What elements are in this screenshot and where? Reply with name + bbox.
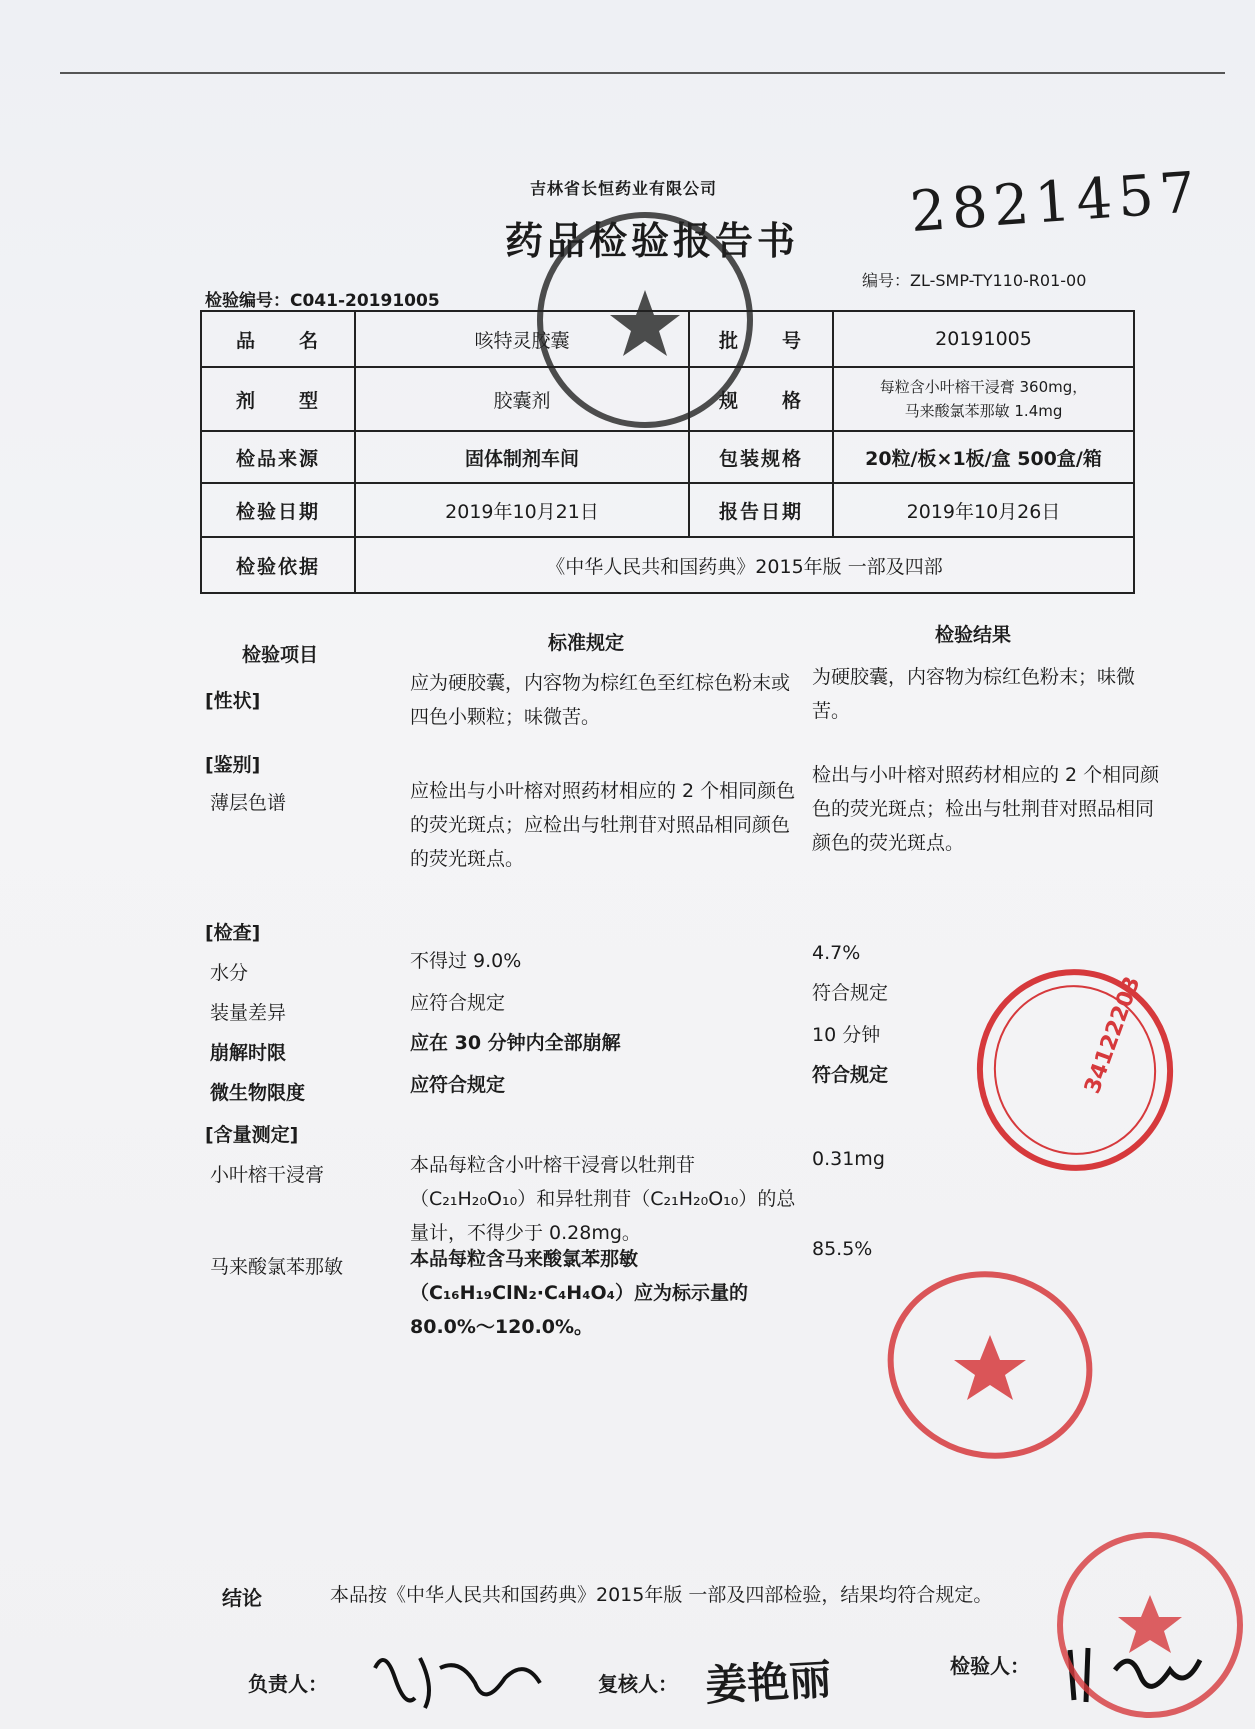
form-value: 胶囊剂 — [355, 367, 689, 431]
section-appearance: [性状] — [205, 690, 261, 712]
disintegration-result: 10 分钟 — [812, 1024, 881, 1046]
reviewer-signature: 姜艳丽 — [703, 1654, 833, 1711]
water-result: 4.7% — [812, 942, 861, 964]
inspector-label: 检验人： — [950, 1654, 1030, 1678]
chlorphenamine-item: 马来酸氯苯那敏 — [210, 1256, 344, 1278]
report-number-value: C041-20191005 — [290, 291, 440, 311]
spec-line-1: 每粒含小叶榕干浸膏 360mg， — [879, 378, 1088, 396]
weight-variation-result: 符合规定 — [812, 982, 889, 1004]
form-label: 剂 型 — [201, 367, 355, 431]
company-name: 吉林省长恒药业有限公司 — [530, 179, 718, 198]
stamp-number: 34122203 — [1080, 973, 1146, 1098]
spec-label: 规 格 — [689, 367, 833, 431]
test-date-value: 2019年10月21日 — [355, 483, 689, 537]
product-name-value: 咳特灵胶囊 — [355, 311, 689, 367]
microbial-limit-result: 符合规定 — [812, 1064, 889, 1086]
report-number — [205, 286, 440, 311]
test-date-label: 检验日期 — [201, 483, 355, 537]
document-code: 编号：ZL-SMP-TY110-R01-00 — [862, 271, 1087, 290]
red-stamp-bottom — [1040, 1525, 1255, 1725]
column-standard-header: 标准规定 — [548, 632, 625, 654]
conclusion-text: 本品按《中华人民共和国药典》2015年版 一部及四部检验，结果均符合规定。 — [330, 1584, 993, 1606]
basis-value: 《中华人民共和国药典》2015年版 一部及四部 — [355, 537, 1134, 593]
disintegration-standard: 应在 30 分钟内全部崩解 — [410, 1032, 621, 1054]
tlc-standard: 应检出与小叶榕对照药材相应的 2 个相同颜色的荧光斑点；应检出与牡荆苷对照品相同颜色的荧光斑点。 — [410, 780, 796, 870]
top-rule — [60, 72, 1225, 74]
report-title: 药品检验报告书 — [505, 219, 800, 263]
red-stamp-quality-report — [970, 965, 1180, 1175]
column-result-header: 检验结果 — [935, 624, 1012, 646]
package-value: 20粒/板×1板/盒 500盒/箱 — [833, 431, 1134, 483]
chlorphenamine-result: 85.5% — [812, 1238, 873, 1260]
product-name-label: 品 名 — [201, 311, 355, 367]
conclusion-label: 结论 — [222, 1586, 262, 1610]
report-number-label: 检验编号： — [205, 291, 290, 311]
ficus-extract-result: 0.31mg — [812, 1148, 885, 1170]
weight-variation-item: 装量差异 — [210, 1002, 287, 1024]
column-item-header: 检验项目 — [242, 644, 319, 666]
disintegration-item: 崩解时限 — [210, 1042, 287, 1064]
section-inspection: [检查] — [205, 922, 261, 944]
appearance-standard: 应为硬胶囊，内容物为棕红色至红棕色粉末或四色小颗粒；味微苦。 — [410, 672, 791, 728]
company-seal-stamp — [530, 205, 760, 435]
responsible-label: 负责人： — [248, 1672, 328, 1696]
appearance-result: 为硬胶囊，内容物为棕红色粉末；味微苦。 — [812, 666, 1136, 722]
responsible-signature — [365, 1638, 555, 1718]
source-value: 固体制剂车间 — [355, 431, 689, 483]
ficus-extract-standard: 本品每粒含小叶榕干浸膏以牡荆苷（C₂₁H₂₀O₁₀）和异牡荆苷（C₂₁H₂₀O₁₀）的总量计，不得少于 0.28mg。 — [410, 1154, 796, 1244]
report-date-value: 2019年10月26日 — [833, 483, 1134, 537]
batch-label: 批 号 — [689, 311, 833, 367]
water-standard: 不得过 9.0% — [410, 950, 522, 972]
weight-variation-standard: 应符合规定 — [410, 992, 506, 1014]
package-label: 包装规格 — [689, 431, 833, 483]
batch-value: 20191005 — [833, 311, 1134, 367]
report-date-label: 报告日期 — [689, 483, 833, 537]
spec-line-2: 马来酸氯苯那敏 1.4mg — [904, 402, 1063, 420]
tlc-result: 检出与小叶榕对照药材相应的 2 个相同颜色的荧光斑点；检出与牡荆苷对照品相同颜色的荧光斑点。 — [812, 764, 1160, 854]
spec-value — [833, 367, 1134, 431]
reviewer-label: 复核人： — [598, 1672, 678, 1696]
handwritten-number: 2821457 — [908, 159, 1204, 246]
red-stamp-quality-management — [880, 1265, 1100, 1465]
source-label: 检品来源 — [201, 431, 355, 483]
chlorphenamine-standard: 本品每粒含马来酸氯苯那敏（C₁₆H₁₉ClN₂·C₄H₄O₄）应为标示量的 80.0%～120.0%。 — [410, 1248, 748, 1338]
microbial-limit-item: 微生物限度 — [210, 1082, 306, 1104]
tlc-item: 薄层色谱 — [210, 792, 287, 814]
section-identification: [鉴别] — [205, 754, 261, 776]
ficus-extract-item: 小叶榕干浸膏 — [210, 1164, 325, 1186]
water-item: 水分 — [210, 962, 249, 984]
section-assay: [含量测定] — [205, 1124, 299, 1146]
basis-label: 检验依据 — [201, 537, 355, 593]
microbial-limit-standard: 应符合规定 — [410, 1074, 506, 1096]
